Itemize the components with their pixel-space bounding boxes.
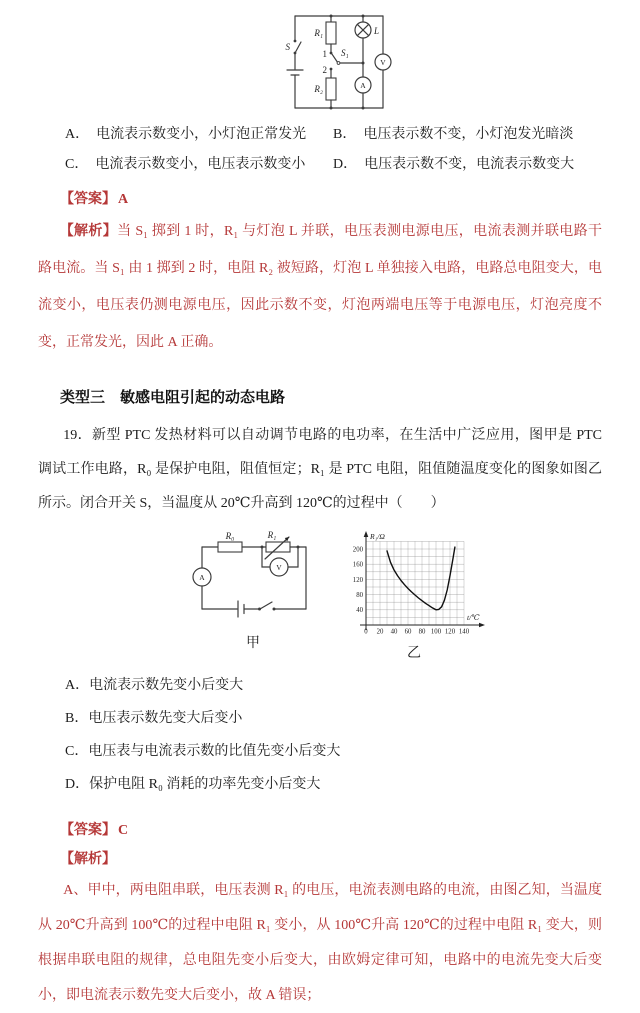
q18-analysis	[38, 213, 602, 361]
option-key: D．	[333, 157, 358, 172]
resistor-r2-label: R₂	[314, 84, 323, 94]
svg-text:80: 80	[418, 628, 426, 636]
q18-option-d	[333, 155, 602, 175]
resistor-r1-label: R₁	[267, 531, 277, 540]
contact-1-label: 1	[322, 49, 327, 59]
ammeter-label: A	[360, 81, 366, 90]
svg-text:20: 20	[376, 628, 384, 636]
analysis-label: 【解析】	[59, 224, 118, 239]
q19-circuit-svg	[188, 531, 318, 631]
ammeter-label: A	[199, 573, 205, 582]
option-text: 电压表示数不变，小灯泡发光暗淡	[363, 127, 574, 142]
q18-circuit-svg	[278, 8, 400, 114]
resistor-r0-label: R₀	[225, 531, 235, 541]
q19-circuit-caption: 甲	[246, 636, 260, 651]
svg-text:100: 100	[430, 628, 442, 636]
q19-option-b	[65, 707, 602, 740]
svg-text:120: 120	[444, 628, 456, 636]
option-text: 电压表与电流表示数的比值先变小后变大	[88, 744, 341, 759]
q18-option-a	[65, 125, 333, 145]
svg-text:140: 140	[458, 628, 470, 636]
switch-s-label: S	[285, 42, 290, 52]
voltmeter-label: V	[380, 58, 386, 67]
q18-answer	[38, 188, 602, 208]
svg-text:40: 40	[390, 628, 398, 636]
option-text: 保护电阻 R₀ 消耗的功率先变小后变大	[89, 777, 321, 792]
option-key: C．	[65, 744, 89, 759]
svg-text:80: 80	[356, 592, 363, 599]
q19-stem: 19．新型 PTC 发热材料可以自动调节电路的电功率，在生活中广泛应用，图甲是 PTC 调试工作电路，R₀ 是保护电阻，阻值恒定；R₁ 是 PTC 电阻，阻值随温度变化的图象如图乙所示。闭合开关 S，当温度从 20℃升高到 120℃的过程中（ ）	[38, 428, 602, 511]
answer-value: C	[118, 823, 129, 838]
option-key: B．	[65, 711, 89, 726]
option-text: 电压表示数不变，电流表示数变大	[364, 157, 575, 172]
switch-s1-label: S₁	[341, 48, 349, 58]
svg-text:160: 160	[352, 561, 363, 569]
q18-option-c	[65, 155, 333, 175]
contact-2-label: 2	[322, 65, 327, 75]
option-key: A．	[65, 127, 90, 142]
answer-label: 【答案】	[60, 192, 116, 207]
q19-graph-caption: 乙	[407, 646, 421, 661]
lamp-l-label: L	[374, 26, 380, 36]
option-key: B．	[333, 127, 357, 142]
svg-text:200: 200	[352, 546, 363, 554]
option-text: 电压表示数先变大后变小	[88, 711, 243, 726]
exam-page	[0, 8, 640, 1013]
option-key: C．	[65, 157, 89, 172]
option-text: 电流表示数变小，小灯泡正常发光	[96, 127, 307, 142]
svg-text:R₁/Ω: R₁/Ω	[370, 532, 385, 541]
q19-option-a	[65, 674, 602, 707]
q18-options	[38, 125, 602, 175]
svg-text:40: 40	[356, 607, 363, 615]
q18-circuit-diagram	[278, 8, 400, 114]
option-text: 电流表示数先变小后变大	[89, 678, 244, 693]
svg-text:0: 0	[364, 628, 368, 636]
q19-analysis-label: 【解析】	[60, 852, 116, 867]
svg-text:t/℃: t/℃	[467, 613, 480, 622]
answer-value: A	[118, 192, 129, 207]
analysis-text: 当 S₁ 掷到 1 时，R₁ 与灯泡 L 并联，电压表测电源电压，电流表测并联电路干路电流。当 S₁ 由 1 掷到 2 时，电阻 R₂ 被短路，灯泡 L 单独接入电路，电路总电阻变大，电流变小，电压表仍测电源电压，因此示数不变，灯泡两端电压等于电源电压，灯泡亮度不变，正常发光，因此 A 正确。	[38, 224, 603, 350]
q19-circuit-figure	[188, 531, 318, 652]
option-text: 电流表示数变小，电压表示数变小	[95, 157, 306, 172]
q18-option-b	[333, 125, 602, 145]
resistor-r1-label: R₁	[314, 28, 323, 38]
resistance-temperature-graph	[340, 531, 488, 641]
q19-answer	[38, 819, 602, 839]
svg-text:120: 120	[352, 576, 363, 584]
answer-label: 【答案】	[60, 823, 116, 838]
q19-option-c	[65, 740, 602, 773]
voltmeter-label: V	[276, 563, 282, 572]
q19-options	[38, 674, 602, 806]
q19-figures	[188, 531, 602, 662]
q19-graph-figure	[340, 531, 488, 662]
option-key: A．	[65, 678, 90, 693]
q19-analysis: A、甲中，两电阻串联，电压表测 R₁ 的电压，电流表测电路的电流，由图乙知，当温度从 20℃升高到 100℃的过程中电阻 R₁ 变小，从 100℃升高 120℃的过程中电阻 R₁ 变大，则根据串联电阻的规律，总电阻先变小后变大，由欧姆定律可知，电路中的电流先变大后变小，即电流表示数先变大后变小，故 A 错误；	[38, 883, 602, 1003]
q19-option-d	[65, 773, 602, 806]
option-key: D．	[65, 777, 90, 792]
section-heading: 类型三 敏感电阻引起的动态电路	[60, 390, 286, 406]
svg-text:60: 60	[404, 628, 412, 636]
